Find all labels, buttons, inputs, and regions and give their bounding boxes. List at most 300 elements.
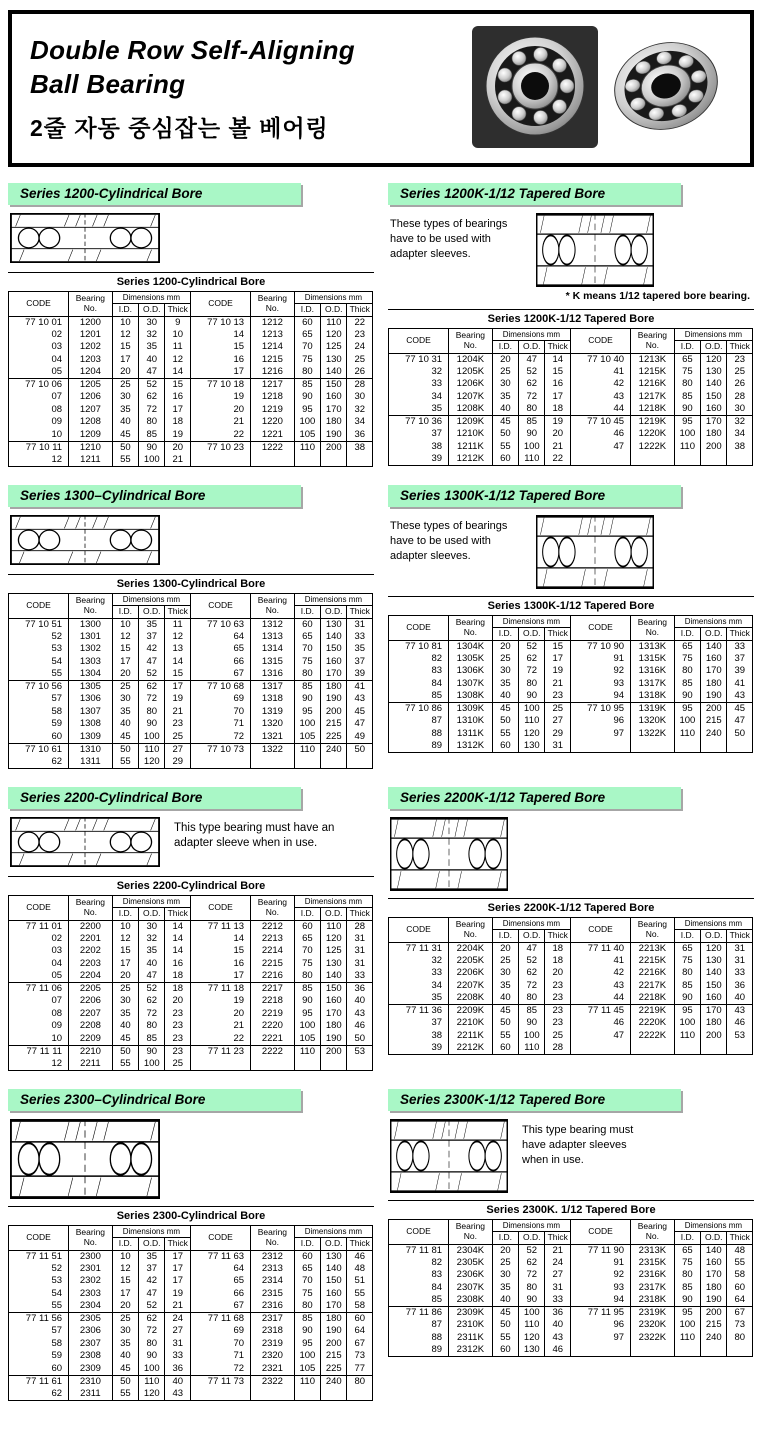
od-cell: 170: [321, 1300, 347, 1313]
thick-cell: 17: [545, 653, 571, 666]
id-cell: 110: [294, 1375, 320, 1388]
thick-cell: 40: [727, 992, 753, 1005]
code-cell: 77 10 61: [9, 743, 69, 756]
id-cell: 15: [112, 945, 138, 958]
empty-cell: [571, 740, 631, 753]
table-caption: Series 2200K-1/12 Tapered Bore: [388, 898, 754, 917]
id-cell: 50: [492, 1017, 518, 1030]
code-cell: 17: [191, 970, 251, 983]
id-cell: 55: [112, 756, 138, 769]
thick-cell: 51: [347, 1275, 373, 1288]
series-banner: [388, 183, 681, 205]
table-caption: Series 2300-Cylindrical Bore: [8, 1206, 374, 1225]
code-cell: 62: [9, 1388, 69, 1401]
code-cell: 44: [571, 403, 631, 416]
thick-cell: 53: [347, 1045, 373, 1058]
od-cell: 240: [701, 1332, 727, 1345]
bearing-table-left-half: [388, 1219, 571, 1357]
col-header-bearing-no: Bearing No.: [631, 917, 675, 942]
od-cell: 90: [139, 718, 165, 731]
bearing-cross-section-diagram: [10, 1119, 160, 1199]
id-cell: 95: [674, 1005, 700, 1018]
bearing-no-cell: 2317K: [631, 1282, 675, 1295]
bearing-no-cell: 2311: [69, 1388, 113, 1401]
od-cell: 90: [139, 1045, 165, 1058]
od-cell: 52: [139, 1300, 165, 1313]
id-cell: 10: [112, 920, 138, 933]
page-title-line2: Ball Bearing: [30, 68, 186, 99]
od-cell: 140: [321, 631, 347, 644]
bearing-no-cell: 2316: [251, 1300, 295, 1313]
od-cell: 170: [701, 1005, 727, 1018]
code-cell: 53: [9, 1275, 69, 1288]
od-cell: 110: [519, 1042, 545, 1055]
bearing-no-cell: 1310: [69, 743, 113, 756]
empty-cell: [347, 454, 373, 467]
thick-cell: 38: [347, 441, 373, 454]
thick-cell: 17: [165, 1275, 191, 1288]
col-header-dimensions: Dimensions mm: [492, 917, 570, 929]
bearing-no-cell: 1221: [251, 429, 295, 442]
code-cell: 42: [571, 967, 631, 980]
bearing-no-cell: 1318K: [631, 690, 675, 703]
od-cell: 72: [139, 1325, 165, 1338]
id-cell: 100: [294, 1020, 320, 1033]
code-cell: 43: [571, 391, 631, 404]
bearing-no-cell: 2212K: [449, 1042, 493, 1055]
od-cell: 160: [701, 653, 727, 666]
code-cell: 16: [191, 958, 251, 971]
thick-cell: 18: [165, 970, 191, 983]
bearing-diagram-svg: [10, 1119, 160, 1199]
code-cell: 77 10 18: [191, 379, 251, 392]
od-cell: 200: [701, 703, 727, 716]
id-cell: 45: [112, 1033, 138, 1046]
od-cell: 35: [139, 341, 165, 354]
bearing-cross-section-diagram: [10, 817, 160, 867]
col-header-dimensions: Dimensions mm: [674, 917, 752, 929]
thick-cell: 36: [347, 429, 373, 442]
bearing-no-cell: 1211: [69, 454, 113, 467]
id-cell: 15: [112, 643, 138, 656]
bearing-no-cell: 1321: [251, 731, 295, 744]
bearing-no-cell: 1313K: [631, 640, 675, 653]
col-header-id: I.D.: [294, 1238, 320, 1251]
thick-cell: 33: [165, 1350, 191, 1363]
thick-cell: 15: [165, 668, 191, 681]
thick-cell: 40: [165, 1375, 191, 1388]
col-header-code: CODE: [389, 917, 449, 942]
od-cell: 150: [701, 980, 727, 993]
code-cell: 03: [9, 945, 69, 958]
thick-cell: 55: [727, 1257, 753, 1270]
id-cell: 100: [674, 1319, 700, 1332]
od-cell: 80: [519, 992, 545, 1005]
code-cell: 77 11 63: [191, 1250, 251, 1263]
id-cell: 40: [112, 718, 138, 731]
id-cell: 100: [674, 715, 700, 728]
code-cell: 88: [389, 1332, 449, 1345]
series-section: [8, 183, 374, 467]
id-cell: 50: [112, 743, 138, 756]
col-header-code: CODE: [389, 329, 449, 354]
col-header-thick: Thick: [545, 341, 571, 354]
code-cell: 12: [9, 1058, 69, 1071]
bearing-table: [8, 895, 374, 1071]
od-cell: 100: [519, 441, 545, 454]
col-header-code: CODE: [191, 895, 251, 920]
empty-cell: [347, 1388, 373, 1401]
usage-note: These types of bearings have to be used with adapter sleeves.: [390, 218, 508, 260]
bearing-no-cell: 1306K: [449, 665, 493, 678]
col-header-code: CODE: [191, 1225, 251, 1250]
col-header-id: I.D.: [294, 606, 320, 619]
thick-cell: 27: [165, 1325, 191, 1338]
od-cell: 80: [139, 706, 165, 719]
id-cell: 90: [294, 995, 320, 1008]
bearing-no-cell: 2307: [69, 1338, 113, 1351]
col-header-bearing-no: Bearing No.: [631, 615, 675, 640]
thick-cell: 14: [165, 920, 191, 933]
series-section: [388, 183, 754, 466]
od-cell: 90: [519, 1017, 545, 1030]
bearing-no-cell: 2216K: [631, 967, 675, 980]
od-cell: 37: [139, 631, 165, 644]
bearing-no-cell: 1320: [251, 718, 295, 731]
od-cell: 215: [701, 1319, 727, 1332]
thick-cell: 50: [727, 728, 753, 741]
empty-cell: [727, 740, 753, 753]
id-cell: 25: [112, 983, 138, 996]
empty-cell: [251, 454, 295, 467]
od-cell: 160: [701, 1257, 727, 1270]
thick-cell: 31: [347, 945, 373, 958]
bearing-cross-section-diagram: [390, 817, 508, 891]
code-cell: 60: [9, 1363, 69, 1376]
thick-cell: 37: [727, 653, 753, 666]
bearing-table-left-half: [388, 328, 571, 466]
col-header-bearing-no: Bearing No.: [251, 292, 295, 317]
code-cell: 87: [389, 1319, 449, 1332]
bearing-no-cell: 1312: [251, 618, 295, 631]
code-cell: 54: [9, 1288, 69, 1301]
thick-cell: 29: [165, 756, 191, 769]
bearing-no-cell: 1214: [251, 341, 295, 354]
bearing-table: [8, 291, 374, 467]
thick-cell: 43: [347, 1008, 373, 1021]
od-cell: 140: [701, 640, 727, 653]
section-intro: [390, 213, 752, 287]
page-title-korean: 2줄 자동 중심잡는 볼 베어링: [30, 114, 329, 141]
thick-cell: 58: [727, 1269, 753, 1282]
code-cell: 07: [9, 391, 69, 404]
code-cell: 38: [389, 1030, 449, 1043]
od-cell: 160: [321, 1288, 347, 1301]
bearing-diagram-svg: [10, 817, 160, 867]
thick-cell: 18: [165, 983, 191, 996]
bearing-no-cell: 2218: [251, 995, 295, 1008]
thick-cell: 39: [347, 668, 373, 681]
code-cell: 96: [571, 1319, 631, 1332]
id-cell: 60: [492, 453, 518, 466]
bearing-no-cell: 2220K: [631, 1017, 675, 1030]
id-cell: 60: [492, 1344, 518, 1357]
page-title-line1: Double Row Self-Aligning: [30, 35, 355, 66]
od-cell: 130: [519, 740, 545, 753]
od-cell: 150: [321, 379, 347, 392]
bearing-no-cell: 1217K: [631, 391, 675, 404]
col-header-bearing-no: Bearing No.: [631, 329, 675, 354]
thick-cell: 14: [545, 353, 571, 366]
id-cell: 35: [112, 1008, 138, 1021]
od-cell: 160: [321, 995, 347, 1008]
id-cell: 12: [112, 1263, 138, 1276]
od-cell: 100: [139, 454, 165, 467]
id-cell: 20: [492, 942, 518, 955]
bearing-no-cell: 1320K: [631, 715, 675, 728]
thick-cell: 32: [727, 416, 753, 429]
col-header-id: I.D.: [492, 628, 518, 641]
id-cell: 30: [492, 665, 518, 678]
od-cell: 80: [519, 678, 545, 691]
code-cell: 39: [389, 1042, 449, 1055]
table-caption: Series 2200-Cylindrical Bore: [8, 876, 374, 895]
col-header-thick: Thick: [347, 908, 373, 921]
col-header-dimensions: Dimensions mm: [674, 1219, 752, 1231]
page-header: [8, 10, 754, 167]
od-cell: 110: [139, 743, 165, 756]
section-intro: [10, 213, 372, 265]
bearing-no-cell: 2218K: [631, 992, 675, 1005]
id-cell: 80: [674, 665, 700, 678]
od-cell: 52: [139, 668, 165, 681]
thick-cell: 28: [347, 379, 373, 392]
id-cell: 85: [294, 681, 320, 694]
thick-cell: 53: [727, 1030, 753, 1043]
od-cell: 72: [519, 665, 545, 678]
series-banner-title: Series 2200-Cylindrical Bore: [20, 789, 203, 805]
bearing-no-cell: 1307: [69, 706, 113, 719]
col-header-code: CODE: [571, 329, 631, 354]
id-cell: 65: [674, 353, 700, 366]
col-header-code: CODE: [571, 917, 631, 942]
id-cell: 45: [492, 1307, 518, 1320]
thick-cell: 25: [545, 1030, 571, 1043]
code-cell: 16: [191, 354, 251, 367]
thick-cell: 18: [545, 955, 571, 968]
bearing-no-cell: 2212: [251, 920, 295, 933]
code-cell: 77 11 36: [389, 1005, 449, 1018]
thick-cell: 25: [727, 366, 753, 379]
thick-cell: 28: [727, 391, 753, 404]
bearing-no-cell: 2302: [69, 1275, 113, 1288]
od-cell: 52: [139, 379, 165, 392]
thick-cell: 19: [545, 665, 571, 678]
code-cell: 08: [9, 1008, 69, 1021]
bearing-no-cell: 2206: [69, 995, 113, 1008]
bearing-no-cell: 2319: [251, 1338, 295, 1351]
od-cell: 42: [139, 643, 165, 656]
od-cell: 130: [321, 1250, 347, 1263]
thick-cell: 26: [347, 366, 373, 379]
bearing-no-cell: 1201: [69, 329, 113, 342]
code-cell: 17: [191, 366, 251, 379]
bearing-no-cell: 2306: [69, 1325, 113, 1338]
series-sections-grid: [8, 183, 754, 1401]
thick-cell: 80: [727, 1332, 753, 1345]
bearing-no-cell: 2213: [251, 933, 295, 946]
series-banner-title: Series 1200-Cylindrical Bore: [20, 186, 203, 201]
bearing-no-cell: 2222K: [631, 1030, 675, 1043]
thick-cell: 14: [165, 933, 191, 946]
bearing-table: [388, 328, 754, 466]
thick-cell: 77: [347, 1363, 373, 1376]
bearing-no-cell: 2309K: [449, 1307, 493, 1320]
series-banner: [388, 485, 681, 507]
bearing-diagram-svg: [390, 817, 508, 891]
thick-cell: 23: [545, 992, 571, 1005]
od-cell: 170: [321, 668, 347, 681]
thick-cell: 23: [545, 690, 571, 703]
col-header-od: O.D.: [701, 628, 727, 641]
code-cell: 59: [9, 1350, 69, 1363]
bearing-no-cell: 1309K: [449, 703, 493, 716]
code-cell: 77 11 51: [9, 1250, 69, 1263]
thick-cell: 45: [347, 706, 373, 719]
code-cell: 72: [191, 1363, 251, 1376]
bearing-no-cell: 1218: [251, 391, 295, 404]
bearing-no-cell: 2200: [69, 920, 113, 933]
empty-cell: [727, 1042, 753, 1055]
code-cell: 21: [191, 416, 251, 429]
bearing-no-cell: 1220K: [631, 428, 675, 441]
thick-cell: 35: [347, 643, 373, 656]
id-cell: 90: [674, 1294, 700, 1307]
od-cell: 120: [701, 942, 727, 955]
col-header-od: O.D.: [321, 908, 347, 921]
od-cell: 37: [139, 1263, 165, 1276]
id-cell: 90: [294, 1325, 320, 1338]
code-cell: 46: [571, 1017, 631, 1030]
id-cell: 40: [492, 403, 518, 416]
col-header-od: O.D.: [139, 908, 165, 921]
col-header-thick: Thick: [727, 341, 753, 354]
od-cell: 180: [321, 681, 347, 694]
col-header-id: I.D.: [492, 341, 518, 354]
id-cell: 85: [674, 980, 700, 993]
id-cell: 65: [294, 1263, 320, 1276]
id-cell: 12: [112, 631, 138, 644]
code-cell: 71: [191, 1350, 251, 1363]
thick-cell: 34: [347, 416, 373, 429]
bearing-cross-section-diagram: [10, 213, 160, 263]
od-cell: 62: [139, 1313, 165, 1326]
code-cell: 34: [389, 980, 449, 993]
col-header-od: O.D.: [701, 341, 727, 354]
od-cell: 52: [519, 640, 545, 653]
col-header-od: O.D.: [321, 304, 347, 317]
col-header-bearing-no: Bearing No.: [251, 895, 295, 920]
thick-cell: 24: [545, 1257, 571, 1270]
thick-cell: 18: [545, 942, 571, 955]
code-cell: 91: [571, 653, 631, 666]
code-cell: 77 10 40: [571, 353, 631, 366]
code-cell: 96: [571, 715, 631, 728]
code-cell: 94: [571, 1294, 631, 1307]
bearing-no-cell: 2208K: [449, 992, 493, 1005]
id-cell: 75: [674, 1257, 700, 1270]
thick-cell: 31: [545, 1282, 571, 1295]
code-cell: 77 11 11: [9, 1045, 69, 1058]
bearing-no-cell: 2308: [69, 1350, 113, 1363]
od-cell: 190: [321, 693, 347, 706]
bearing-no-cell: 2314: [251, 1275, 295, 1288]
col-header-dimensions: Dimensions mm: [294, 895, 372, 907]
od-cell: 130: [701, 955, 727, 968]
empty-cell: [701, 740, 727, 753]
bearing-diagram-svg: [536, 515, 654, 589]
series-section: [388, 1089, 754, 1357]
bearing-no-cell: 1308K: [449, 690, 493, 703]
od-cell: 110: [321, 316, 347, 329]
bearing-no-cell: 2209K: [449, 1005, 493, 1018]
id-cell: 50: [492, 715, 518, 728]
bearing-table-right-half: [190, 1225, 373, 1401]
table-caption: Series 1200-Cylindrical Bore: [8, 272, 374, 291]
code-cell: 77 11 81: [389, 1244, 449, 1257]
id-cell: 65: [674, 1244, 700, 1257]
col-header-code: CODE: [571, 615, 631, 640]
thick-cell: 33: [347, 970, 373, 983]
thick-cell: 36: [165, 1363, 191, 1376]
col-header-id: I.D.: [294, 304, 320, 317]
usage-note: These types of bearings have to be used with adapter sleeves.: [390, 519, 508, 562]
code-cell: 84: [389, 678, 449, 691]
id-cell: 55: [112, 1058, 138, 1071]
thick-cell: 16: [545, 378, 571, 391]
series-banner-title: Series 1300K-1/12 Tapered Bore: [400, 487, 606, 503]
code-cell: 77 10 86: [389, 703, 449, 716]
id-cell: 20: [492, 1244, 518, 1257]
id-cell: 105: [294, 1033, 320, 1046]
series-banner: [8, 1089, 301, 1111]
code-cell: 77 11 90: [571, 1244, 631, 1257]
thick-cell: 33: [545, 1294, 571, 1307]
bearing-no-cell: 1311K: [449, 728, 493, 741]
thick-cell: 14: [165, 366, 191, 379]
code-cell: 62: [9, 756, 69, 769]
code-cell: 20: [191, 1008, 251, 1021]
bearing-no-cell: 2215: [251, 958, 295, 971]
col-header-id: I.D.: [492, 930, 518, 943]
col-header-id: I.D.: [112, 1238, 138, 1251]
col-header-id: I.D.: [674, 341, 700, 354]
code-cell: 34: [389, 391, 449, 404]
bearing-diagram-svg: [390, 1119, 508, 1193]
bearing-no-cell: 1322K: [631, 728, 675, 741]
thick-cell: 24: [347, 341, 373, 354]
od-cell: 180: [321, 1020, 347, 1033]
id-cell: 95: [674, 703, 700, 716]
code-cell: 77 10 11: [9, 441, 69, 454]
bearing-no-cell: 2221: [251, 1033, 295, 1046]
id-cell: 20: [112, 970, 138, 983]
bearing-no-cell: 2312K: [449, 1344, 493, 1357]
code-cell: 92: [571, 665, 631, 678]
od-cell: 140: [701, 1244, 727, 1257]
thick-cell: 41: [347, 681, 373, 694]
code-cell: 85: [389, 690, 449, 703]
